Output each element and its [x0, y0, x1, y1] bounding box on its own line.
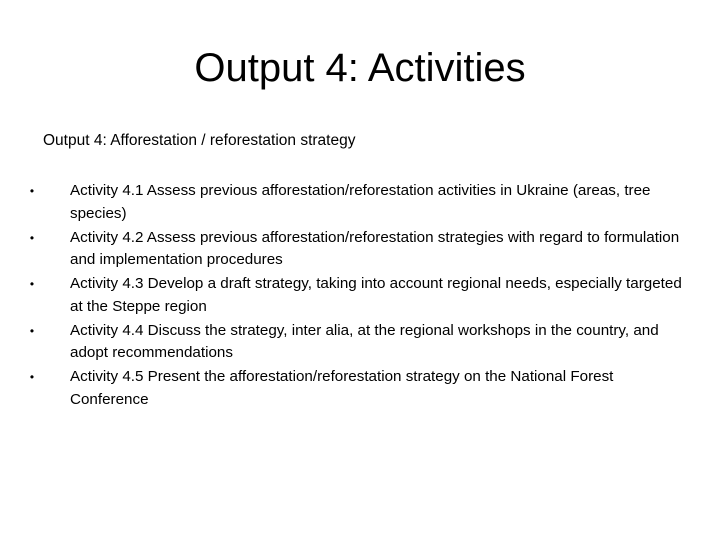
activity-text: Activity 4.2 Assess previous afforestation/reforestation strategies with regard to formulation and implementation procedures — [70, 228, 680, 268]
activity-item — [27, 366, 687, 411]
activity-text: Activity 4.3 Develop a draft strategy, taking into account regional needs, especially targeted at the Steppe region — [70, 275, 682, 315]
bullet-icon: • — [29, 230, 35, 245]
activity-text: Activity 4.4 Discuss the strategy, inter alia, at the regional workshops in the country, and adopt recommendations — [70, 321, 659, 361]
bullet-icon: • — [29, 370, 35, 384]
bullet-icon: • — [29, 323, 35, 338]
slide-subtitle: Output 4: Afforestation / reforestation strategy — [43, 132, 356, 149]
activity-item — [27, 227, 687, 272]
activity-item — [27, 273, 687, 318]
activity-text: Activity 4.1 Assess previous afforestation/reforestation activities in Ukraine (areas, tree species) — [70, 182, 651, 222]
bullet-icon: • — [29, 277, 35, 291]
slide-title: Output 4: Activities — [194, 46, 526, 90]
activity-list — [27, 180, 687, 413]
activity-text: Activity 4.5 Present the afforestation/reforestation strategy on the National Forest Conference — [70, 368, 614, 408]
activity-item — [27, 320, 687, 365]
activity-item — [27, 180, 687, 225]
bullet-icon: • — [29, 184, 35, 198]
